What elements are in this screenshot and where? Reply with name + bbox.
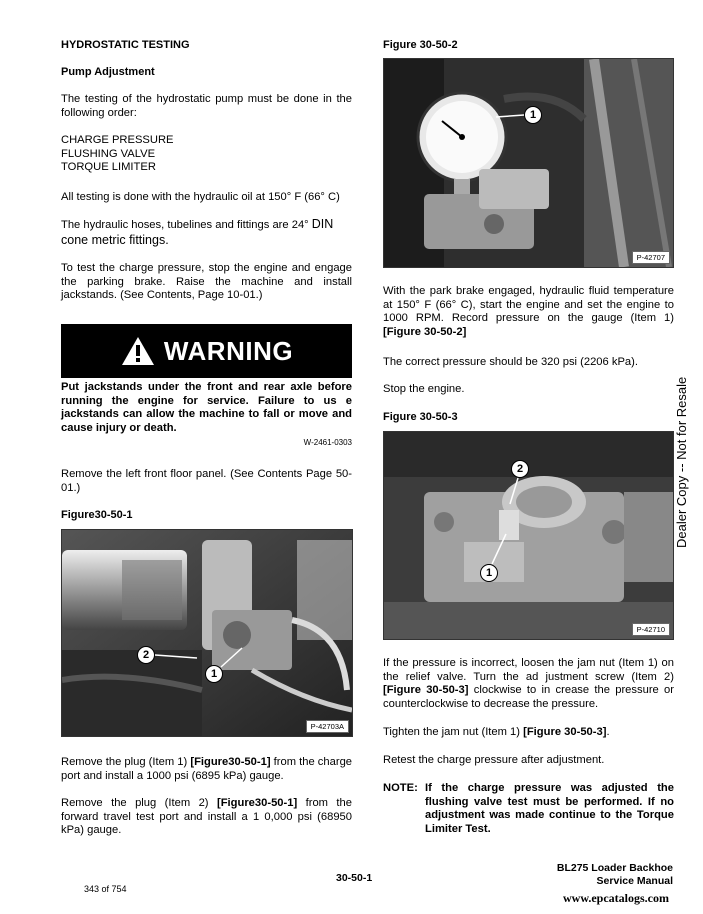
paragraph-tighten: [383, 726, 674, 740]
paragraph: Retest the charge pressure after adjustment.: [383, 754, 605, 766]
paragraph-plug-2: [61, 797, 352, 838]
note-label: NOTE:: [383, 782, 418, 794]
photo-code: P-42710: [632, 623, 670, 636]
warning-title: WARNING: [163, 335, 294, 366]
paragraph: Remove the plug (Item 1) [Figure30-50-1] from the charge port and install a 1000 psi (6895 kPa) gauge.: [61, 756, 353, 782]
callout-2: 2: [137, 646, 155, 664]
list-item: FLUSHING VALVE: [61, 147, 156, 160]
paragraph-record-pressure: [383, 285, 674, 339]
paragraph-plug-1: [61, 756, 352, 783]
figure-photo-pump: [61, 529, 353, 737]
list-item: CHARGE PRESSURE: [61, 134, 174, 146]
paragraph: The testing of the hydrostatic pump must be done in the following order:: [61, 93, 352, 119]
code: W-2461-0303: [303, 438, 352, 447]
callout-1: 1: [524, 106, 542, 124]
callout-leaders: [62, 530, 352, 736]
paragraph-order: [61, 93, 352, 120]
warning-code: [61, 436, 352, 450]
figure-label: [383, 411, 674, 425]
paragraph-adjust: [383, 657, 674, 711]
page-title: HYDROSTATIC TESTING: [61, 39, 190, 51]
figure-photo-relief-valve: [383, 431, 674, 640]
subsection: [61, 66, 352, 80]
paragraph: All testing is done with the hydraulic oil at 150° F (66° C): [61, 191, 340, 203]
paragraph-correct-pressure: [383, 356, 674, 370]
callout-leaders: [384, 59, 673, 267]
side-watermark: Dealer Copy -- Not for Resale: [674, 376, 689, 548]
paragraph-stop-engine: [383, 383, 674, 397]
callout-1: 1: [205, 665, 223, 683]
paragraph: Tighten the jam nut (Item 1) [Figure 30-50-3].: [383, 726, 610, 738]
figure-caption: Figure30-50-1: [61, 509, 133, 521]
figure-label: [383, 39, 674, 53]
paragraph: To test the charge pressure, stop the engine and engage the parking brake. Raise the machine and install jackstands. (See Contents, Page 10-01.): [61, 262, 352, 302]
paragraph: Remove the plug (Item 2) [Figure30-50-1] from the forward travel test port and install a 1 0,000 psi (68950 kPa) gauge.: [61, 797, 352, 837]
model-name: BL275 Loader Backhoe: [556, 862, 673, 874]
page-number: 30-50-1: [336, 872, 373, 884]
callout-2: 2: [511, 460, 529, 478]
callout-1: 1: [480, 564, 498, 582]
figure-label: [61, 509, 352, 523]
subsection-title: Pump Adjustment: [61, 66, 155, 78]
warning-banner: [61, 324, 352, 378]
manual-name: Service Manual: [596, 875, 673, 887]
text: The hydraulic hoses, tubelines and fittings are 24°: [61, 219, 309, 231]
paragraph: With the park brake engaged, hydraulic fluid temperature at 150° F (66° C), start the engine and set the engine to 1000 RPM. Record pressure on the gauge (Item 1) [Figure 30-50-2]: [383, 285, 674, 338]
section-title: [61, 39, 352, 53]
text: cone metric fittings.: [61, 232, 169, 247]
figure-caption: Figure 30-50-3: [383, 411, 458, 423]
page-count: 343 of 754: [84, 884, 127, 894]
callout-leaders: [384, 432, 673, 639]
photo-code: P-42703A: [306, 720, 349, 733]
paragraph: The correct pressure should be 320 psi (2206 kPa).: [383, 356, 638, 368]
photo-code: P-42707: [632, 251, 670, 264]
site-link[interactable]: www.epcatalogs.com: [563, 891, 669, 905]
test-order-list: [61, 134, 352, 175]
paragraph-floor-panel: [61, 468, 352, 495]
warning-text: [61, 381, 352, 435]
text: DIN: [311, 217, 334, 231]
paragraph: [61, 218, 352, 233]
paragraph: Remove the left front floor panel. (See Contents Page 50-01.): [61, 468, 352, 494]
note-block: [383, 782, 674, 836]
note-text: If the charge pressure was adjusted the flushing valve test must be performed. If no adjustment was made continue to the Torque Limiter Test.: [425, 782, 674, 835]
paragraph: Stop the engine.: [383, 383, 465, 395]
figure-caption: Figure 30-50-2: [383, 39, 458, 51]
paragraph-retest: [383, 754, 674, 768]
paragraph-charge-test: [61, 262, 352, 303]
paragraph-oil-temp: [61, 191, 352, 205]
paragraph-fittings: [61, 218, 352, 248]
warning-triangle-icon: [120, 335, 156, 367]
paragraph: Put jackstands under the front and rear axle before running the engine for service. Failure to us e jackstands can allow the machine to fall or move and cause injury or death.: [61, 381, 352, 434]
figure-photo-gauge: [383, 58, 674, 268]
list-item: TORQUE LIMITER: [61, 161, 156, 174]
paragraph: If the pressure is incorrect, loosen the jam nut (Item 1) on the relief valve. Turn the ad justment screw (Item 2) [Figure 30-50-3] clockwise to in crease the pressure or counterclockwise to decrease the pressure.: [383, 657, 674, 710]
